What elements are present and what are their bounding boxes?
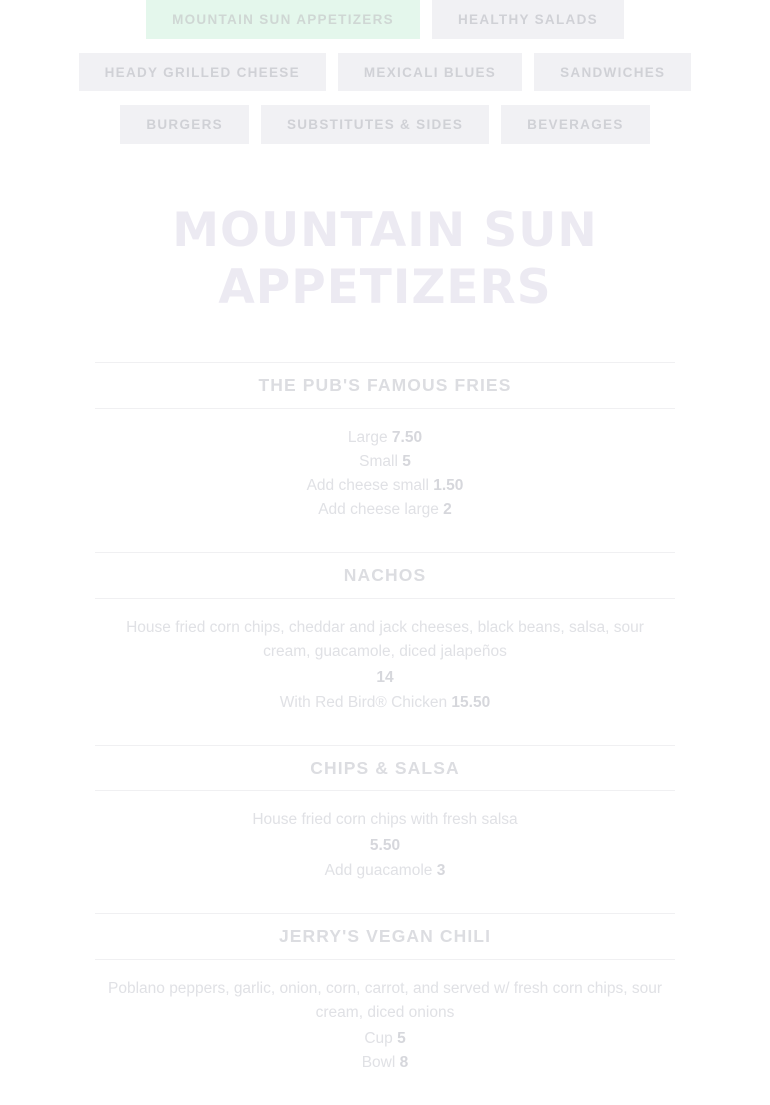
- menu-item-name: NACHOS: [343, 565, 427, 586]
- menu-item-header: [95, 913, 675, 960]
- category-nav: [0, 0, 770, 158]
- menu-item-price-line: [95, 450, 675, 474]
- price-amount: 1.50: [433, 477, 464, 494]
- menu-item-name: CHIPS & SALSA: [310, 757, 460, 778]
- menu-item-header: [95, 362, 675, 409]
- menu-item-price: 14: [376, 668, 394, 686]
- menu-item-price-line: [95, 426, 675, 450]
- price-label: Add cheese large: [318, 501, 439, 519]
- tab-burgers[interactable]: BURGERS: [120, 105, 249, 144]
- menu-item-name: THE PUB'S FAMOUS FRIES: [258, 375, 512, 396]
- menu-item-body: [95, 409, 675, 545]
- price-amount: 8: [399, 1054, 409, 1072]
- nav-row-1: [146, 0, 624, 39]
- price-label: Add guacamole: [324, 862, 433, 880]
- price-label: Large: [347, 428, 388, 446]
- menu-item-price-line: [95, 498, 675, 522]
- nav-row-3: [120, 105, 649, 144]
- menu-item-header: [95, 745, 675, 792]
- price-label: With Red Bird® Chicken: [279, 693, 448, 711]
- menu-item-price-line: [95, 859, 675, 883]
- price-label: Cup: [364, 1029, 393, 1047]
- nav-row-2: [79, 53, 692, 92]
- menu-item-body: [95, 599, 675, 737]
- menu-item-price: 5.50: [369, 837, 401, 855]
- tab-substitutes-and-sides[interactable]: SUBSTITUTES & SIDES: [261, 105, 489, 144]
- tab-beverages[interactable]: BEVERAGES: [501, 105, 649, 144]
- price-amount: 7.50: [391, 428, 423, 446]
- menu-item-price-line: [95, 474, 675, 498]
- menu-items-list: [0, 362, 770, 1097]
- price-label: Add cheese small: [306, 477, 429, 494]
- tab-sandwiches[interactable]: SANDWICHES: [534, 53, 691, 92]
- price-amount: 2: [443, 501, 452, 519]
- menu-item-description: House fried corn chips with fresh salsa: [252, 811, 518, 829]
- menu-item-description: Poblano peppers, garlic, onion, corn, carrot, and served w/ fresh corn chips, sour cream, diced onions: [108, 979, 662, 1021]
- menu-item-name: JERRY'S VEGAN CHILI: [278, 926, 492, 947]
- menu-item: [95, 913, 675, 1097]
- tab-healthy-salads[interactable]: HEALTHY SALADS: [432, 0, 624, 39]
- tab-mountain-sun-appetizers[interactable]: MOUNTAIN SUN APPETIZERS: [146, 0, 420, 39]
- menu-item: [95, 745, 675, 905]
- price-amount: 5: [402, 452, 411, 470]
- menu-item: [95, 362, 675, 544]
- menu-item-price-line: [95, 691, 675, 715]
- menu-item-price-line: [95, 1051, 675, 1075]
- price-amount: 3: [436, 862, 446, 880]
- menu-item-header: [95, 552, 675, 599]
- price-label: Bowl: [361, 1054, 396, 1072]
- menu-item-body: [95, 791, 675, 905]
- price-amount: 5: [397, 1029, 406, 1047]
- tab-heady-grilled-cheese[interactable]: HEADY GRILLED CHEESE: [79, 53, 326, 92]
- menu-item-body: [95, 960, 675, 1097]
- price-label: Small: [359, 452, 398, 470]
- tab-mexicali-blues[interactable]: MEXICALI BLUES: [338, 53, 522, 92]
- menu-item: [95, 552, 675, 737]
- menu-item-description: House fried corn chips, cheddar and jack cheeses, black beans, salsa, sour cream, guacamole, diced jalapeños: [126, 618, 644, 660]
- menu-item-price-line: [95, 1027, 675, 1051]
- page-title: MOUNTAIN SUN APPETIZERS: [172, 202, 598, 315]
- price-amount: 15.50: [451, 693, 491, 711]
